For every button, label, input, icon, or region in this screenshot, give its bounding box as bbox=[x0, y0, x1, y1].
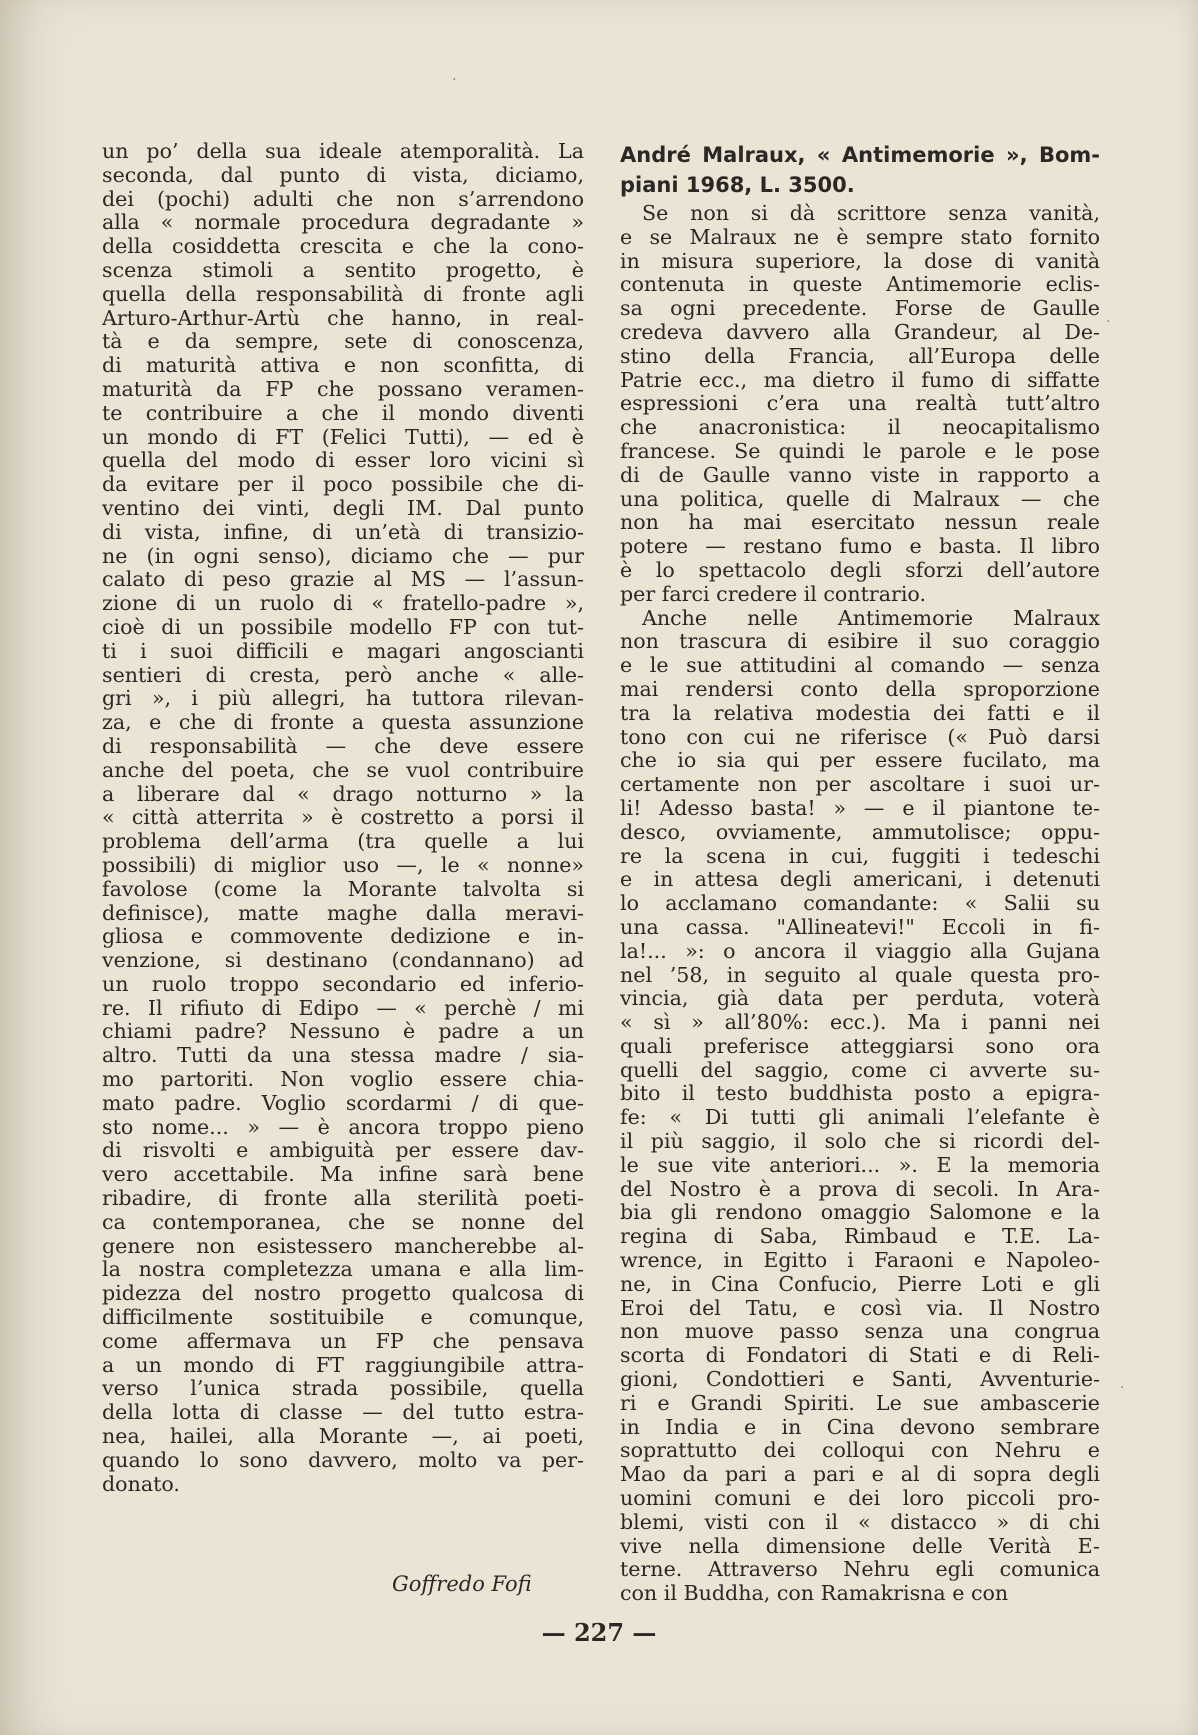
right-text-line: sa ogni precedente. Forse de Gaulle bbox=[620, 297, 1100, 321]
left-text-line: quella della responsabilità di fronte agli bbox=[102, 282, 584, 306]
right-text-line: regina di Saba, Rimbaud e T.E. La- bbox=[620, 1225, 1100, 1249]
left-text-line: un po’ della sua ideale atemporalità. La bbox=[102, 140, 584, 163]
left-text-line: seconda, dal punto di vista, diciamo, bbox=[102, 163, 584, 187]
right-text-line: ne, in Cina Confucio, Pierre Loti e gli bbox=[620, 1272, 1100, 1296]
left-text-line: da evitare per il poco possibile che di- bbox=[102, 473, 584, 497]
right-text-line: tono con cui ne riferisce (« Può darsi bbox=[620, 725, 1100, 749]
right-text-line: credeva davvero alla Grandeur, al De- bbox=[620, 320, 1100, 344]
right-text-line: bito il testo buddhista posto a epigra- bbox=[620, 1082, 1100, 1106]
right-text-line: e le sue attitudini al comando — senza bbox=[620, 654, 1100, 678]
right-text-line: soprattutto dei colloqui con Nehru e bbox=[620, 1439, 1100, 1463]
left-text-line: te contribuire a che il mondo diventi bbox=[102, 401, 584, 425]
right-text-line: espressioni c’era una realtà tutt’altro bbox=[620, 392, 1100, 416]
right-text-line: in misura superiore, la dose di vanità bbox=[620, 249, 1100, 273]
left-text-line: verso l’unica strada possibile, quella bbox=[102, 1377, 584, 1401]
right-text-line: non trascura di esibire il suo coraggio bbox=[620, 630, 1100, 654]
heading-line: André Malraux, « Antimemorie », Bom- bbox=[620, 143, 1100, 167]
left-text-line: « città atterrita » è costretto a porsi il bbox=[102, 806, 584, 830]
right-text-line: e se Malraux ne è sempre stato fornito bbox=[620, 225, 1100, 249]
right-text-line: Patrie ecc., ma dietro il fumo di siffatte bbox=[620, 368, 1100, 392]
left-text-line: alla « normale procedura degradante » bbox=[102, 211, 584, 235]
left-text-line: di risvolti e ambiguità per essere dav- bbox=[102, 1139, 584, 1163]
left-text-line: ti i suoi difficili e magari angoscianti bbox=[102, 639, 584, 663]
scan-speck: · bbox=[1106, 314, 1111, 330]
left-text-line: ca contemporanea, che se nonne del bbox=[102, 1210, 584, 1234]
left-text-line: gliosa e commovente dedizione e in- bbox=[102, 925, 584, 949]
scan-speck: · bbox=[452, 72, 457, 88]
right-text-line: una cassa. "Allineatevi!" Eccoli in fi- bbox=[620, 915, 1100, 939]
left-text-line: gri », i più allegri, ha tuttora rilevan- bbox=[102, 687, 584, 711]
right-text-line: vincia, già data per perduta, voterà bbox=[620, 987, 1100, 1011]
left-text-line: donato. bbox=[102, 1472, 180, 1496]
right-text-line: blemi, visti con il « distacco » di chi bbox=[620, 1510, 1100, 1534]
left-text-line: zione di un ruolo di « fratello-padre », bbox=[102, 592, 584, 616]
left-text-line: della cosiddetta crescita e che la cono- bbox=[102, 235, 584, 259]
left-text-line: nea, hailei, alla Morante —, ai poeti, bbox=[102, 1425, 584, 1449]
right-text-line: di de Gaulle vanno viste in rapporto a bbox=[620, 463, 1100, 487]
left-text-line: Arturo-Arthur-Artù che hanno, in real- bbox=[102, 306, 584, 330]
right-text-line: la!... »: o ancora il viaggio alla Gujana bbox=[620, 939, 1100, 963]
left-text-line: venzione, si destinano (condannano) ad bbox=[102, 949, 584, 973]
heading-line: piani 1968, L. 3500. bbox=[620, 173, 855, 197]
review-body bbox=[620, 202, 1100, 1606]
left-text-line: favolose (come la Morante talvolta si bbox=[102, 877, 584, 901]
left-text-line: za, e che di fronte a questa assunzione bbox=[102, 711, 584, 735]
right-text-line: il più saggio, il solo che si ricordi del- bbox=[620, 1130, 1100, 1154]
left-text-line: della lotta di classe — del tutto estra- bbox=[102, 1401, 584, 1425]
author-signature: Goffredo Fofi bbox=[392, 1572, 532, 1596]
right-text-line: che io sia qui per essere fucilato, ma bbox=[620, 749, 1100, 773]
left-text-line: mato padre. Voglio scordarmi / di que- bbox=[102, 1091, 584, 1115]
right-text-line: « sì » all’80%: ecc.). Ma i panni nei bbox=[620, 1011, 1100, 1035]
right-text-line: è lo spettacolo degli sforzi dell’autore bbox=[620, 558, 1100, 582]
right-text-line: certamente non per ascoltare i suoi ur- bbox=[620, 773, 1100, 797]
left-text-line: mo partoriti. Non voglio essere chia- bbox=[102, 1068, 584, 1092]
left-text-line: tà e da sempre, sete di conoscenza, bbox=[102, 330, 584, 354]
right-text-line: quelli del saggio, come ci avverte su- bbox=[620, 1058, 1100, 1082]
left-text-line: a un mondo di FT raggiungibile attra- bbox=[102, 1353, 584, 1377]
book-review-heading bbox=[620, 140, 1100, 200]
left-text-line: sentieri di cresta, però anche « alle- bbox=[102, 663, 584, 687]
right-text-line: Eroi del Tatu, e così via. Il Nostro bbox=[620, 1296, 1100, 1320]
left-text-line: quella del modo di esser loro vicini sì bbox=[102, 449, 584, 473]
left-column bbox=[102, 140, 584, 1496]
left-text-line: chiami padre? Nessuno è padre a un bbox=[102, 1020, 584, 1044]
right-text-line: le sue vite anteriori... ». E la memoria bbox=[620, 1153, 1100, 1177]
left-text-line: scenza stimoli a sentito progetto, è bbox=[102, 258, 584, 282]
left-text-line: calato di peso grazie al MS — l’assun- bbox=[102, 568, 584, 592]
right-text-line: wrence, in Egitto i Faraoni e Napoleo- bbox=[620, 1249, 1100, 1273]
left-text-line: cioè di un possibile modello FP con tut- bbox=[102, 615, 584, 639]
left-text-line: difficilmente sostituibile e comunque, bbox=[102, 1306, 584, 1330]
right-column bbox=[620, 140, 1100, 1606]
right-text-line: non ha mai esercitato nessun reale bbox=[620, 511, 1100, 535]
left-text-line: di vista, infine, di un’età di transizio- bbox=[102, 520, 584, 544]
left-text-line: possibili) di miglior uso —, le « nonne» bbox=[102, 853, 584, 877]
right-text-line: quali preferisce atteggiarsi sono ora bbox=[620, 1034, 1100, 1058]
left-text-line: maturità da FP che possano veramen- bbox=[102, 377, 584, 401]
right-text-line: lo acclamano comandante: « Salii su bbox=[620, 892, 1100, 916]
left-text-line: genere non esistessero mancherebbe al- bbox=[102, 1234, 584, 1258]
left-text-line: di maturità attiva e non sconfitta, di bbox=[102, 354, 584, 378]
left-text-line: altro. Tutti da una stessa madre / sia- bbox=[102, 1044, 584, 1068]
left-text-line: la nostra completezza umana e alla lim- bbox=[102, 1258, 584, 1282]
right-text-line: bia gli rendono omaggio Salomone e la bbox=[620, 1201, 1100, 1225]
right-text-line: non muove passo senza una congrua bbox=[620, 1320, 1100, 1344]
right-text-line: Se non si dà scrittore senza vanità, bbox=[642, 202, 1100, 225]
right-text-line: re la scena in cui, fuggiti i tedeschi bbox=[620, 844, 1100, 868]
right-text-line: nel ’58, in seguito al quale questa pro- bbox=[620, 963, 1100, 987]
right-text-line: che anacronistica: il neocapitalismo bbox=[620, 416, 1100, 440]
page-number: — 227 — bbox=[541, 1618, 657, 1647]
right-text-line: potere — restano fumo e basta. Il libro bbox=[620, 535, 1100, 559]
left-text-line: ribadire, di fronte alla sterilità poeti- bbox=[102, 1187, 584, 1211]
left-text-line: come affermava un FP che pensava bbox=[102, 1329, 584, 1353]
left-text-line: vero accettabile. Ma infine sarà bene bbox=[102, 1163, 584, 1187]
right-text-line: Anche nelle Antimemorie Malraux bbox=[642, 606, 1100, 630]
left-text-line: un mondo di FT (Felici Tutti), — ed è bbox=[102, 425, 584, 449]
right-text-line: ri e Grandi Spiriti. Le sue ambascerie bbox=[620, 1391, 1100, 1415]
right-text-line: e in attesa degli americani, i detenuti bbox=[620, 868, 1100, 892]
right-text-line: Mao da pari a pari e al di sopra degli bbox=[620, 1463, 1100, 1487]
left-text-line: sto nome... » — è ancora troppo pieno bbox=[102, 1115, 584, 1139]
right-text-line: francese. Se quindi le parole e le pose bbox=[620, 439, 1100, 463]
right-text-line: li! Adesso basta! » — e il piantone te- bbox=[620, 796, 1100, 820]
right-text-line: desco, ovviamente, ammutolisce; oppu- bbox=[620, 820, 1100, 844]
right-text-line: per farci credere il contrario. bbox=[620, 582, 927, 606]
left-text-line: problema dell’arma (tra quelle a lui bbox=[102, 830, 584, 854]
right-text-line: una politica, quelle di Malraux — che bbox=[620, 487, 1100, 511]
right-text-line: uomini comuni e dei loro piccoli pro- bbox=[620, 1487, 1100, 1511]
left-text-line: dei (pochi) adulti che non s’arrendono bbox=[102, 187, 584, 211]
left-text-line: ventino dei vinti, degli IM. Dal punto bbox=[102, 496, 584, 520]
left-text-line: pidezza del nostro progetto qualcosa di bbox=[102, 1282, 584, 1306]
right-text-line: in India e in Cina devono sembrare bbox=[620, 1415, 1100, 1439]
right-text-line: mai rendersi conto della sproporzione bbox=[620, 677, 1100, 701]
right-text-line: contenuta in queste Antimemorie eclis- bbox=[620, 273, 1100, 297]
left-text-line: di responsabilità — che deve essere bbox=[102, 734, 584, 758]
left-text-line: re. Il rifiuto di Edipo — « perchè / mi bbox=[102, 996, 584, 1020]
left-text-line: anche del poeta, che se vuol contribuire bbox=[102, 758, 584, 782]
right-text-line: del Nostro è a prova di secoli. In Ara- bbox=[620, 1177, 1100, 1201]
left-text-line: un ruolo troppo secondario ed inferio- bbox=[102, 972, 584, 996]
right-text-line: tra la relativa modestia dei fatti e il bbox=[620, 701, 1100, 725]
right-text-line: stino della Francia, all’Europa delle bbox=[620, 344, 1100, 368]
right-text-line: fe: « Di tutti gli animali l’elefante è bbox=[620, 1106, 1100, 1130]
scan-speck: · bbox=[1120, 1380, 1125, 1396]
right-text-line: vive nella dimensione delle Verità E- bbox=[620, 1534, 1100, 1558]
left-text-line: quando lo sono davvero, molto va per- bbox=[102, 1448, 584, 1472]
right-text-line: terne. Attraverso Nehru egli comunica bbox=[620, 1558, 1100, 1582]
left-text-line: definisce), matte maghe dalla meravi- bbox=[102, 901, 584, 925]
left-text-line: ne (in ogni senso), diciamo che — pur bbox=[102, 544, 584, 568]
right-text-line: con il Buddha, con Ramakrisna e con bbox=[620, 1582, 1009, 1606]
left-text-line: a liberare dal « drago notturno » la bbox=[102, 782, 584, 806]
right-text-line: gioni, Condottieri e Santi, Avventurie- bbox=[620, 1368, 1100, 1392]
right-text-line: scorta di Fondatori di Stati e di Reli- bbox=[620, 1344, 1100, 1368]
